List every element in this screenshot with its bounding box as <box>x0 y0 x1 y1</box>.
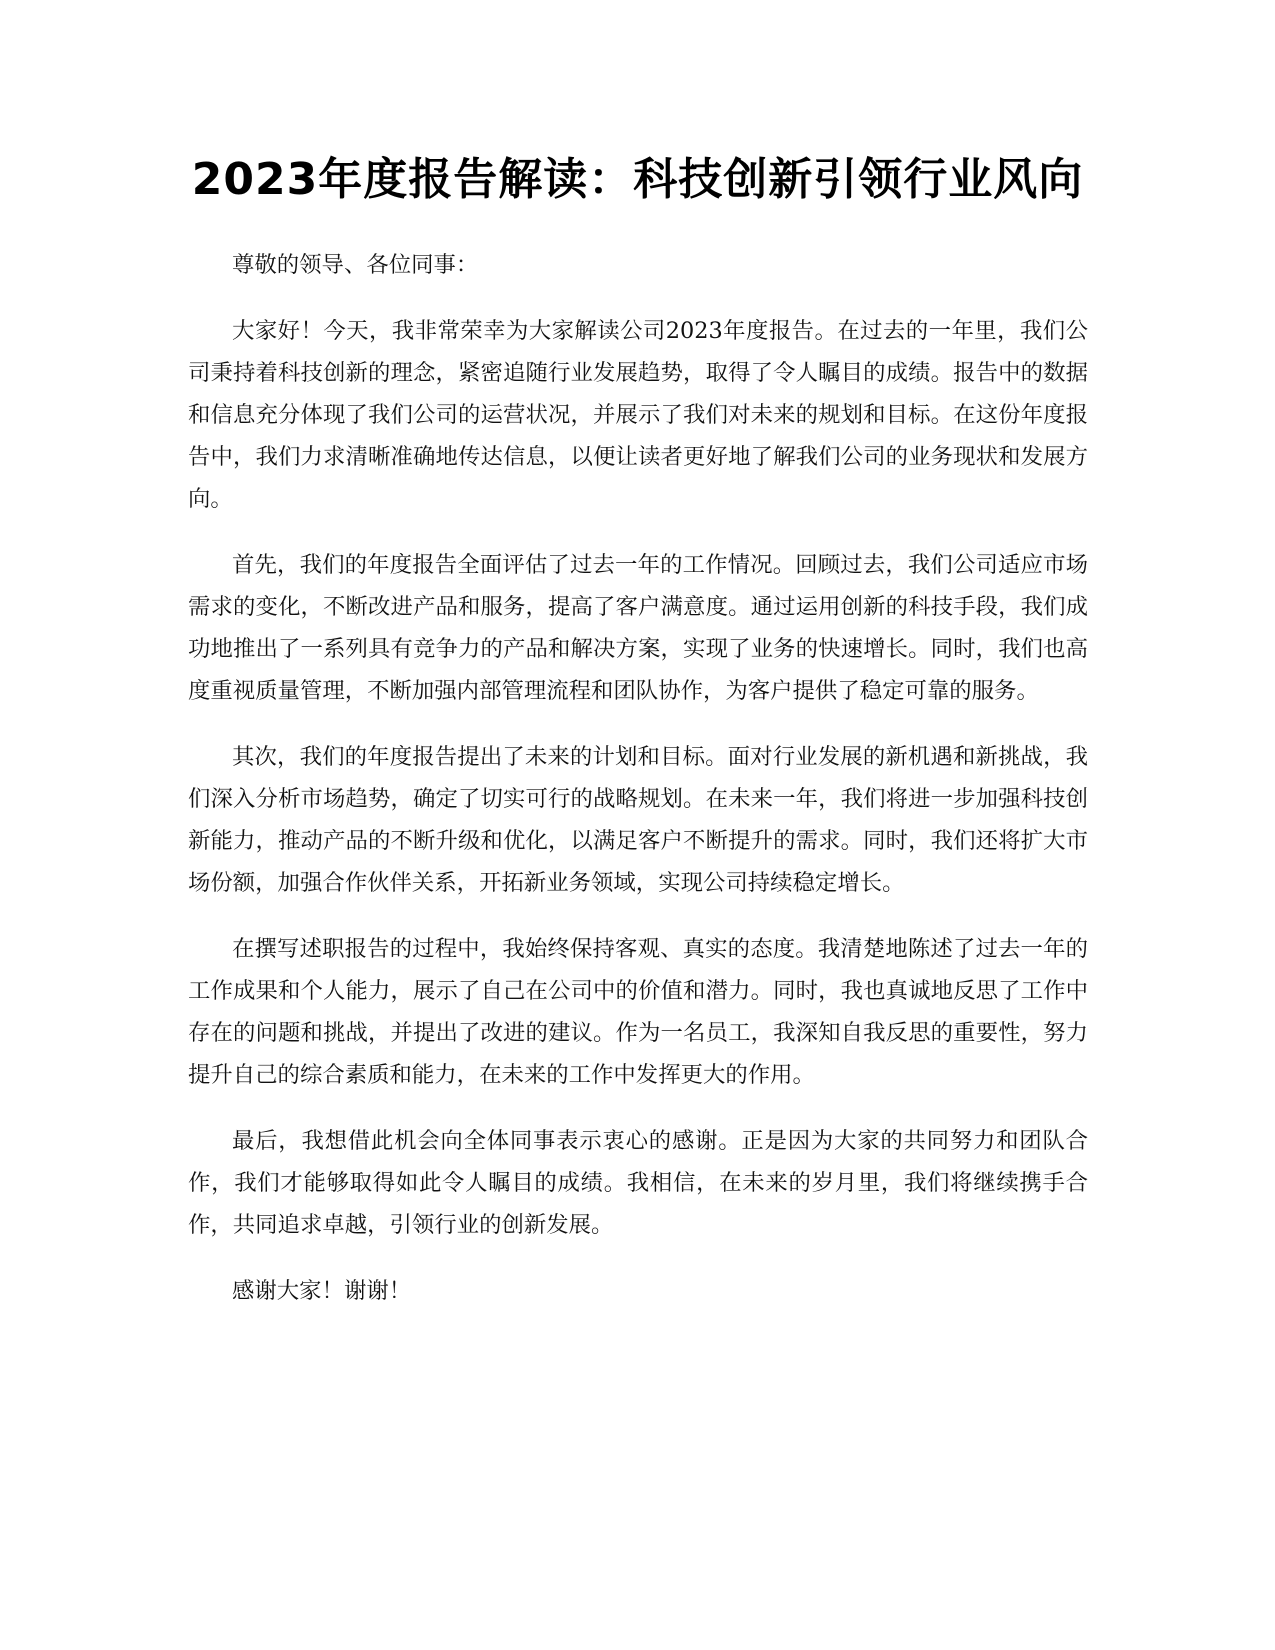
paragraph-thanks: 最后，我想借此机会向全体同事表示衷心的感谢。正是因为大家的共同努力和团队合作，我们才能够取得如此令人瞩目的成绩。我相信，在未来的岁月里，我们将继续携手合作，共同追求卓越，引领行业的创新发展。 <box>188 1128 1088 1238</box>
paragraph-review: 首先，我们的年度报告全面评估了过去一年的工作情况。回顾过去，我们公司适应市场需求的变化，不断改进产品和服务，提高了客户满意度。通过运用创新的科技手段，我们成功地推出了一系列具有竞争力的产品和解决方案，实现了业务的快速增长。同时，我们也高度重视质量管理，不断加强内部管理流程和团队协作，为客户提供了稳定可靠的服务。 <box>188 552 1088 704</box>
paragraph-introduction: 大家好！今天，我非常荣幸为大家解读公司2023年度报告。在过去的一年里，我们公司秉持着科技创新的理念，紧密追随行业发展趋势，取得了令人瞩目的成绩。报告中的数据和信息充分体现了我们公司的运营状况，并展示了我们对未来的规划和目标。在这份年度报告中，我们力求清晰准确地传达信息，以便让读者更好地了解我们公司的业务现状和发展方向。 <box>188 318 1088 512</box>
paragraph-reflection: 在撰写述职报告的过程中，我始终保持客观、真实的态度。我清楚地陈述了过去一年的工作成果和个人能力，展示了自己在公司中的价值和潜力。同时，我也真诚地反思了工作中存在的问题和挑战，并提出了改进的建议。作为一名员工，我深知自我反思的重要性，努力提升自己的综合素质和能力，在未来的工作中发挥更大的作用。 <box>188 936 1088 1088</box>
paragraph-closing: 感谢大家！谢谢！ <box>232 1278 412 1304</box>
paragraph-plans: 其次，我们的年度报告提出了未来的计划和目标。面对行业发展的新机遇和新挑战，我们深入分析市场趋势，确定了切实可行的战略规划。在未来一年，我们将进一步加强科技创新能力，推动产品的不断升级和优化，以满足客户不断提升的需求。同时，我们还将扩大市场份额，加强合作伙伴关系，开拓新业务领域，实现公司持续稳定增长。 <box>188 744 1088 896</box>
paragraph-greeting: 尊敬的领导、各位同事： <box>232 252 479 278</box>
document-title: 2023年度报告解读：科技创新引领行业风向 <box>191 154 1084 205</box>
document-body <box>188 244 1088 1336</box>
